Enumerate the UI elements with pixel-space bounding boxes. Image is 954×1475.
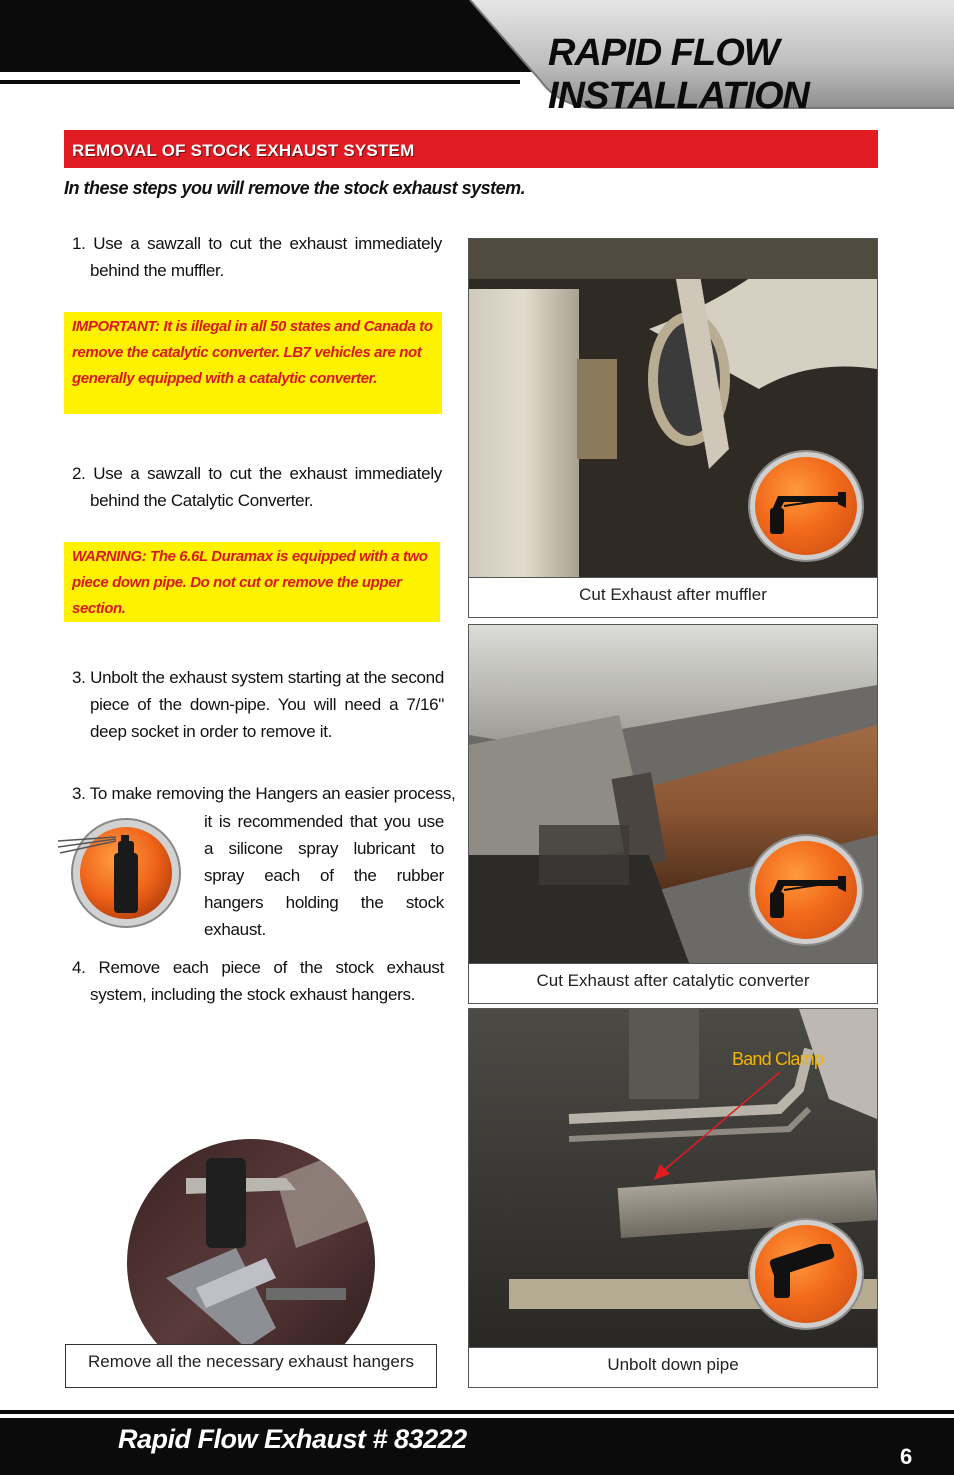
step-3 — [72, 664, 444, 745]
muffler-caption-divider — [469, 577, 877, 578]
muffler-caption: Cut Exhaust after muffler — [579, 585, 767, 604]
page-title: RAPID FLOW INSTALLATION — [548, 32, 809, 117]
step-3b-text: it is recommended that you use a silicone spray lubricant to spray each of the rubber hangers holding the stock exhaust. — [204, 812, 444, 939]
step-2 — [72, 460, 442, 514]
band-clamp-arrow — [640, 1060, 820, 1190]
catalytic-caption-divider — [469, 963, 877, 964]
warning-note-text: WARNING: The 6.6L Duramax is equipped with a two piece down pipe. Do not cut or remove the upper section. — [72, 548, 428, 617]
footer-title: Rapid Flow Exhaust # 83222 — [118, 1424, 467, 1454]
warning-note — [64, 542, 440, 622]
hanger-caption: Remove all the necessary exhaust hangers — [87, 1352, 414, 1371]
hacksaw-icon — [764, 476, 850, 536]
step-3-text: 3. Unbolt the exhaust system starting at the second piece of the down-pipe. You will need a 7/16" deep socket in order to remove it. — [72, 668, 444, 741]
ratchet-icon — [766, 1244, 846, 1304]
hacksaw-icon — [764, 860, 850, 920]
downpipe-caption-divider — [469, 1347, 877, 1348]
step-1-text: 1. Use a sawzall to cut the exhaust immediately behind the muffler. — [72, 234, 442, 280]
band-clamp-label: Band Clamp — [732, 1049, 824, 1069]
footer-line — [0, 1410, 954, 1414]
step-4 — [72, 954, 444, 1008]
important-note — [64, 312, 442, 414]
catalytic-caption: Cut Exhaust after catalytic converter — [536, 971, 810, 990]
page-number: 6 — [900, 1444, 913, 1469]
step-4-text: 4. Remove each piece of the stock exhaust system, including the stock exhaust hangers. — [72, 958, 444, 1004]
section-intro: In these steps you will remove the stock exhaust system. — [64, 178, 526, 198]
important-note-text: IMPORTANT: It is illegal in all 50 states and Canada to remove the catalytic converter. LB7 vehicles are not generally equipped with a catalytic converter. — [72, 318, 433, 387]
spray-can-icon — [54, 815, 186, 931]
step-3b-line1: 3. To make removing the Hangers an easier process, — [72, 784, 456, 803]
downpipe-caption: Unbolt down pipe — [607, 1355, 739, 1374]
step-1 — [72, 230, 442, 284]
header-underline — [0, 80, 520, 84]
hanger-photo — [126, 1138, 376, 1348]
step-2-text: 2. Use a sawzall to cut the exhaust immediately behind the Catalytic Converter. — [72, 464, 442, 510]
section-title: REMOVAL OF STOCK EXHAUST SYSTEM — [72, 141, 415, 160]
